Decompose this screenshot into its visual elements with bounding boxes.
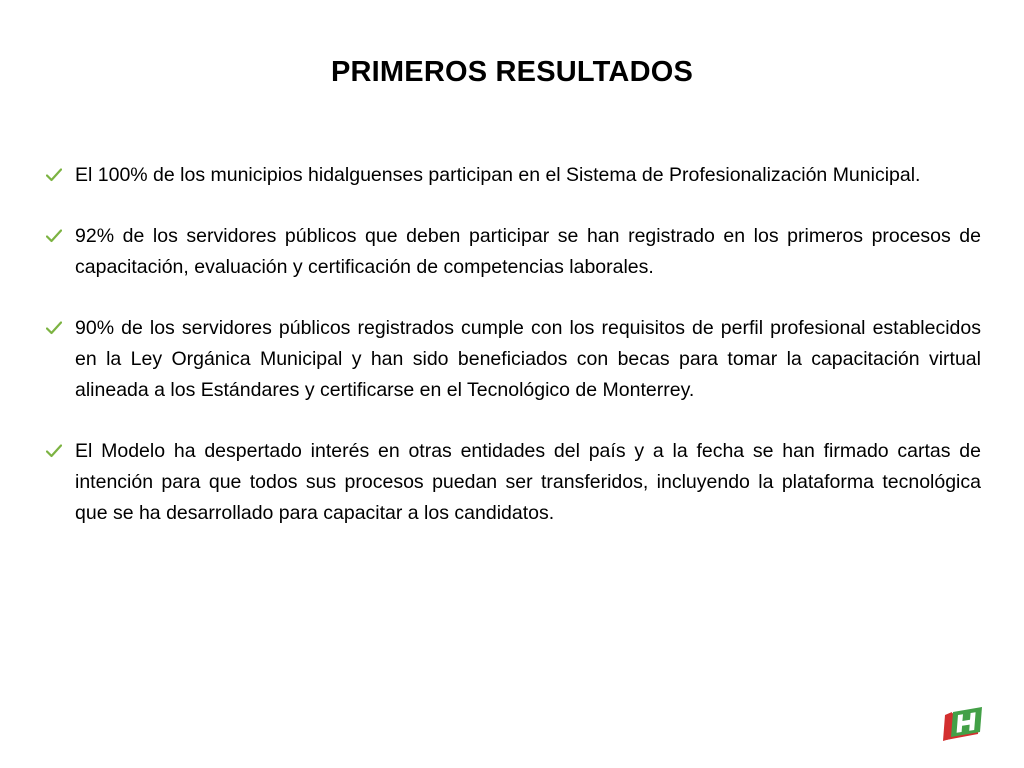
bullet-text: El 100% de los municipios hidalguenses participan en el Sistema de Profesionalización Municipal. [75, 164, 921, 186]
bullet-item [46, 160, 981, 191]
bullet-item [46, 313, 981, 406]
hidalgo-logo-icon [942, 706, 984, 742]
slide-title: PRIMEROS RESULTADOS [330, 56, 694, 88]
checkmark-icon [46, 168, 62, 182]
checkmark-icon [46, 321, 62, 335]
bullet-item [46, 436, 981, 529]
bullet-list [46, 160, 981, 529]
bullet-text: El Modelo ha despertado interés en otras entidades del país y a la fecha se han firmado cartas de intención para que todos sus procesos puedan ser transferidos, incluyendo la plataforma tecnológica que se ha desarrollado para capacitar a los candidatos. [75, 440, 981, 524]
bullet-item [46, 221, 981, 283]
bullet-text: 92% de los servidores públicos que deben participar se han registrado en los primeros procesos de capacitación, evaluación y certificación de competencias laborales. [75, 225, 981, 278]
bullet-text: 90% de los servidores públicos registrados cumple con los requisitos de perfil profesional establecidos en la Ley Orgánica Municipal y han sido beneficiados con becas para tomar la capacitación virtual alineada a los Estándares y certificarse en el Tecnológico de Monterrey. [75, 317, 981, 401]
checkmark-icon [46, 444, 62, 458]
checkmark-icon [46, 229, 62, 243]
